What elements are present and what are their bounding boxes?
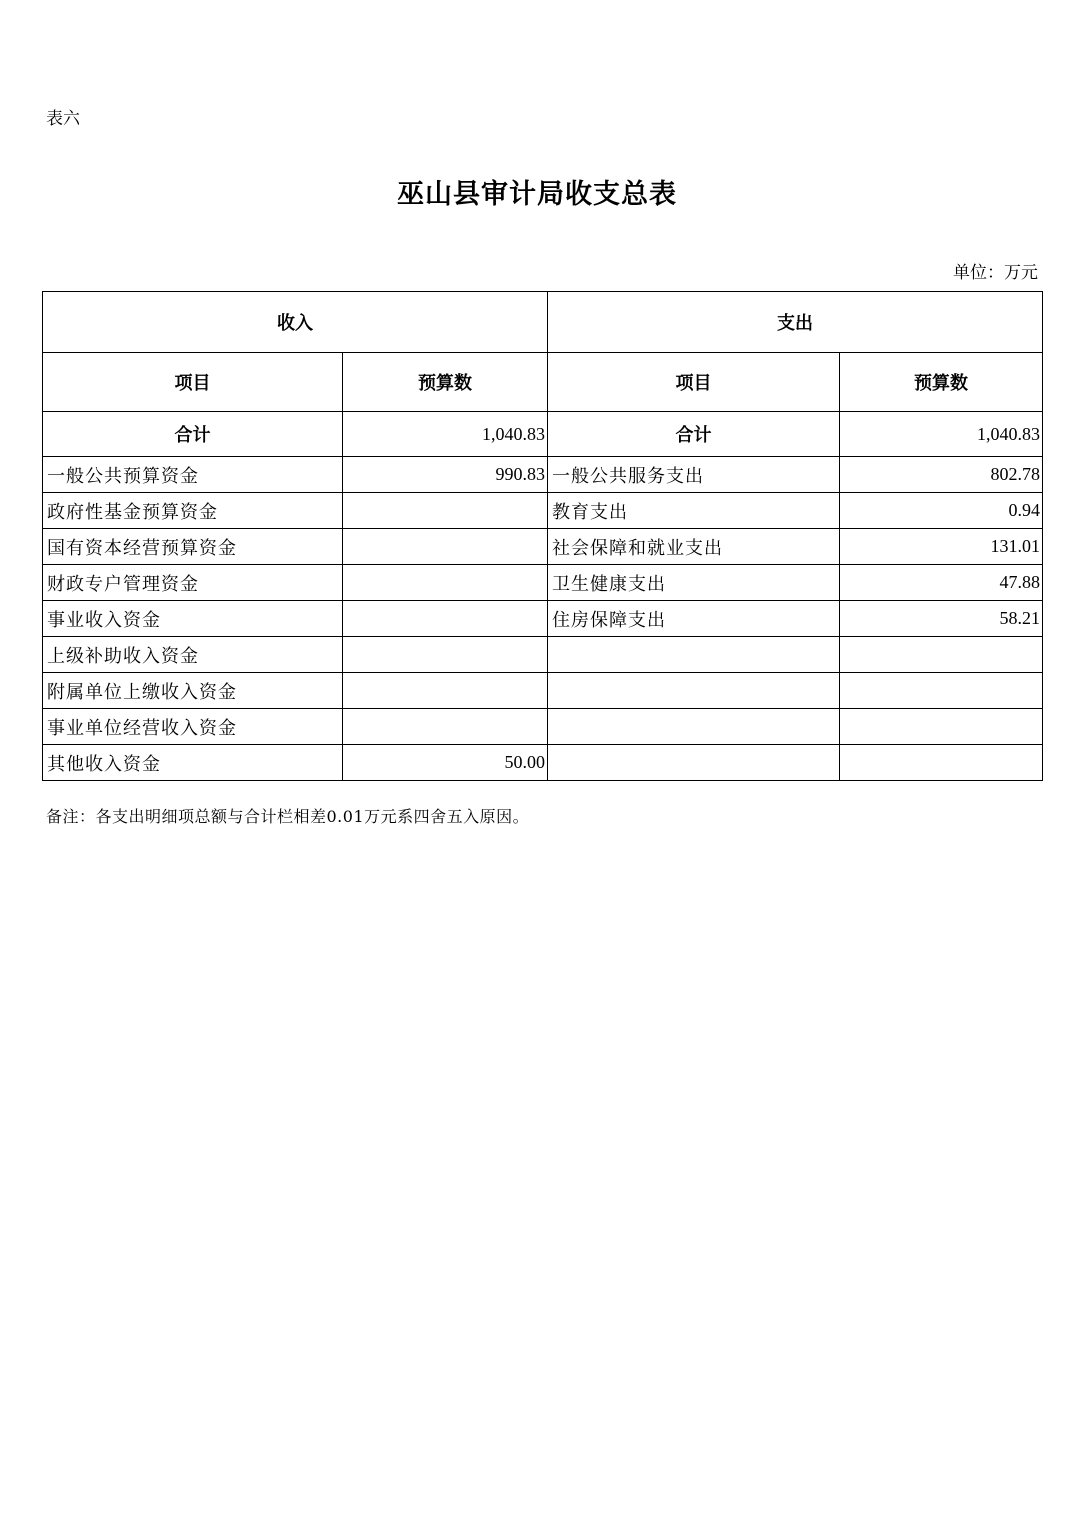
income-item: 财政专户管理资金 bbox=[43, 565, 343, 601]
income-item: 国有资本经营预算资金 bbox=[43, 529, 343, 565]
income-item: 一般公共预算资金 bbox=[43, 457, 343, 493]
expense-total-value: 1,040.83 bbox=[840, 412, 1043, 457]
income-value bbox=[343, 565, 548, 601]
expense-value bbox=[840, 673, 1043, 709]
expense-item-header: 项目 bbox=[548, 353, 840, 412]
expense-value bbox=[840, 745, 1043, 781]
expense-total-label: 合计 bbox=[548, 412, 840, 457]
expense-group-header: 支出 bbox=[548, 292, 1043, 353]
table-row bbox=[43, 601, 1043, 637]
expense-value bbox=[840, 637, 1043, 673]
income-item: 事业收入资金 bbox=[43, 601, 343, 637]
page-title: 巫山县审计局收支总表 bbox=[397, 179, 677, 210]
income-value bbox=[343, 601, 548, 637]
income-total-label: 合计 bbox=[43, 412, 343, 457]
expense-item bbox=[548, 637, 840, 673]
expense-item: 一般公共服务支出 bbox=[548, 457, 840, 493]
table-row bbox=[43, 673, 1043, 709]
table-row bbox=[43, 457, 1043, 493]
expense-value: 0.94 bbox=[840, 493, 1043, 529]
expense-item bbox=[548, 745, 840, 781]
income-value: 50.00 bbox=[343, 745, 548, 781]
expense-item bbox=[548, 673, 840, 709]
income-item: 上级补助收入资金 bbox=[43, 637, 343, 673]
unit-label: 单位：万元 bbox=[953, 263, 1038, 283]
expense-value: 58.21 bbox=[840, 601, 1043, 637]
income-expense-summary-table bbox=[42, 291, 1043, 781]
income-value bbox=[343, 709, 548, 745]
income-item: 附属单位上缴收入资金 bbox=[43, 673, 343, 709]
expense-value bbox=[840, 709, 1043, 745]
income-total-value: 1,040.83 bbox=[343, 412, 548, 457]
expense-item: 卫生健康支出 bbox=[548, 565, 840, 601]
income-group-header: 收入 bbox=[43, 292, 548, 353]
income-value bbox=[343, 493, 548, 529]
income-value: 990.83 bbox=[343, 457, 548, 493]
footnote: 备注：各支出明细项总额与合计栏相差0.01万元系四舍五入原因。 bbox=[46, 807, 530, 826]
income-value bbox=[343, 529, 548, 565]
table-row bbox=[43, 529, 1043, 565]
income-item-header: 项目 bbox=[43, 353, 343, 412]
expense-item: 教育支出 bbox=[548, 493, 840, 529]
table-row bbox=[43, 709, 1043, 745]
table-row bbox=[43, 637, 1043, 673]
expense-item: 社会保障和就业支出 bbox=[548, 529, 840, 565]
expense-budget-header: 预算数 bbox=[840, 353, 1043, 412]
expense-item bbox=[548, 709, 840, 745]
income-item: 事业单位经营收入资金 bbox=[43, 709, 343, 745]
income-item: 政府性基金预算资金 bbox=[43, 493, 343, 529]
group-header-row bbox=[43, 292, 1043, 353]
expense-value: 802.78 bbox=[840, 457, 1043, 493]
table-number-label: 表六 bbox=[46, 109, 80, 129]
expense-item: 住房保障支出 bbox=[548, 601, 840, 637]
income-value bbox=[343, 637, 548, 673]
table-row bbox=[43, 745, 1043, 781]
income-item: 其他收入资金 bbox=[43, 745, 343, 781]
total-row bbox=[43, 412, 1043, 457]
column-header-row bbox=[43, 353, 1043, 412]
expense-value: 47.88 bbox=[840, 565, 1043, 601]
income-value bbox=[343, 673, 548, 709]
table-row bbox=[43, 493, 1043, 529]
income-budget-header: 预算数 bbox=[343, 353, 548, 412]
table-row bbox=[43, 565, 1043, 601]
expense-value: 131.01 bbox=[840, 529, 1043, 565]
